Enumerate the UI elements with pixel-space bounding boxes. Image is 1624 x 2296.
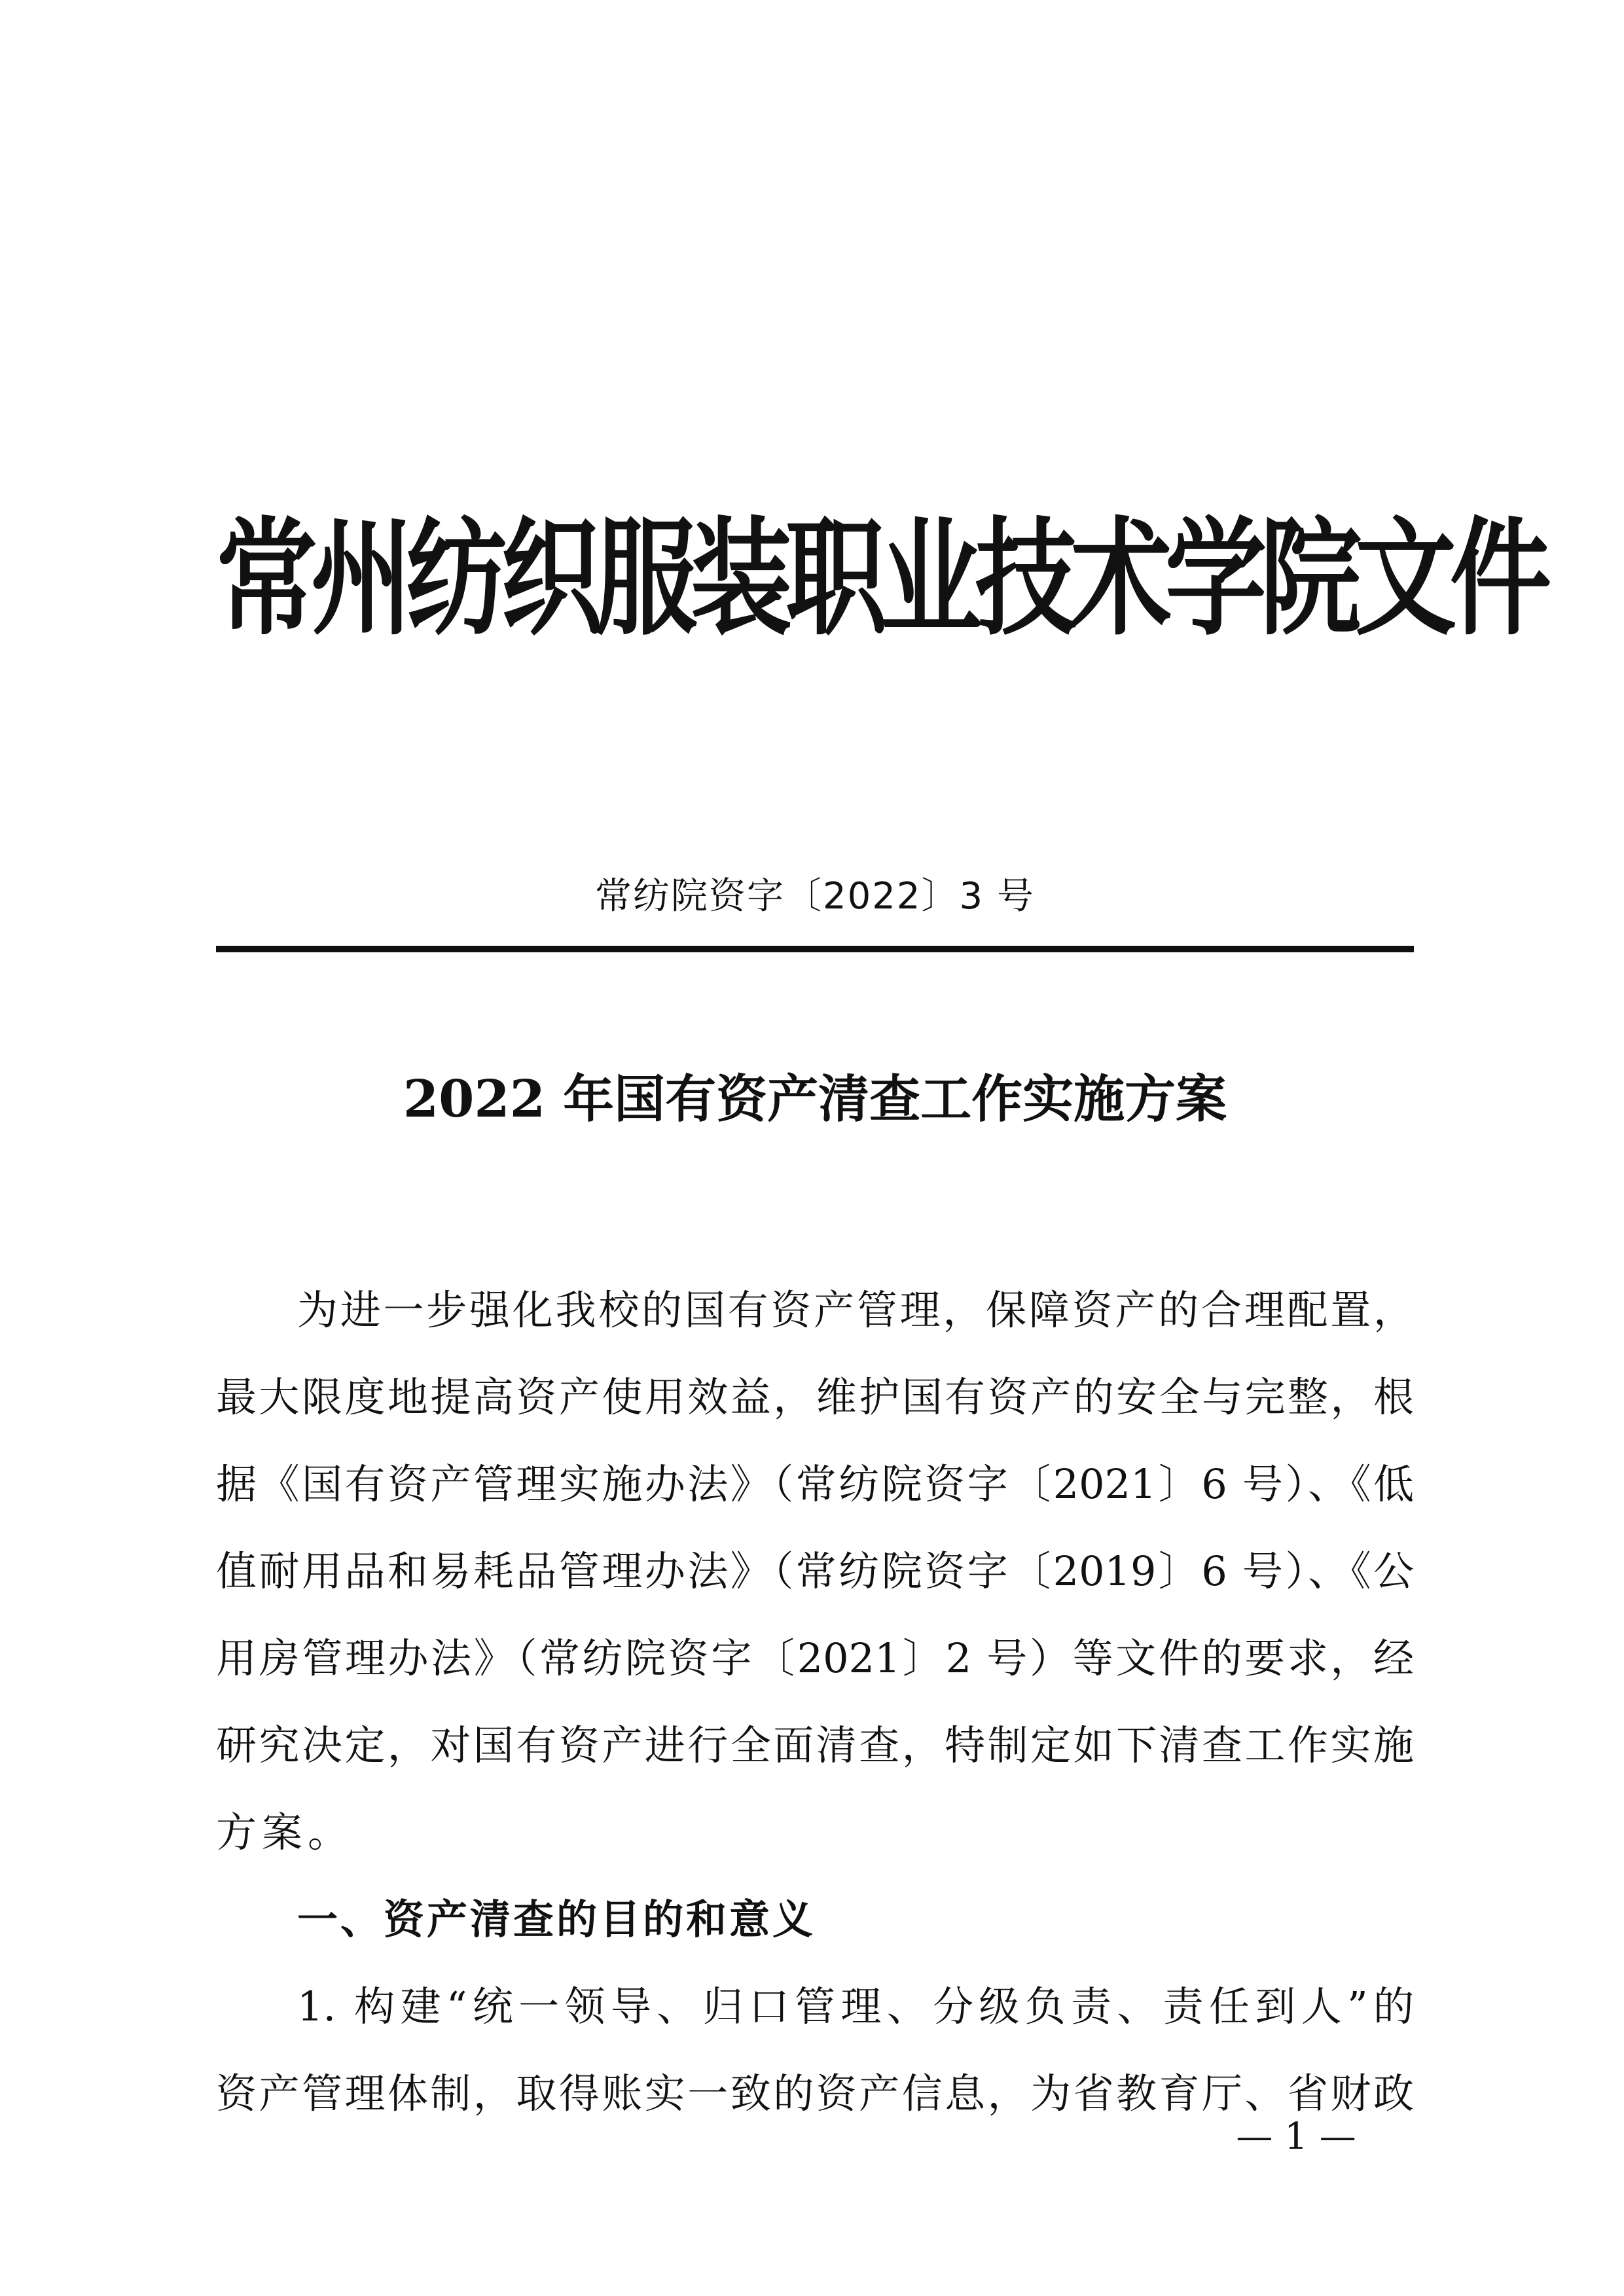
paragraph-line: 方案。 [216,1808,354,1856]
section-heading: 一、资产清查的目的和意义 [297,1895,816,1943]
paragraph-line: 研究决定，对国有资产进行全面清查，特制定如下清查工作实施 [216,1721,1414,1769]
issuing-organization-title: 常州纺织服装职业技术学院文件 [216,505,1545,653]
paragraph-line: 值耐用品和易耗品管理办法》（常纺院资字〔2019〕6 号）、《公 [216,1547,1414,1595]
header-divider-rule [216,946,1414,952]
paragraph-line: 最大限度地提高资产使用效益，维护国有资产的安全与完整，根 [216,1373,1414,1421]
document-number: 常纺院资字〔2022〕3 号 [595,875,1035,918]
paragraph-line: 资产管理体制，取得账实一致的资产信息，为省教育厅、省财政 [216,2070,1414,2117]
paragraph-line: 用房管理办法》（常纺院资字〔2021〕2 号）等文件的要求，经 [216,1634,1414,1682]
paragraph-line: 为进一步强化我校的国有资产管理，保障资产的合理配置， [297,1286,1414,1334]
paragraph-line: 据《国有资产管理实施办法》（常纺院资字〔2021〕6 号）、《低 [216,1460,1414,1508]
document-body [216,1266,1414,2137]
page-number: — 1 — [1236,2115,1356,2158]
paragraph-line: 1. 构建“统一领导、归口管理、分级负责、责任到人”的 [297,1982,1414,2030]
document-title: 2022 年国有资产清查工作实施方案 [403,1069,1227,1129]
